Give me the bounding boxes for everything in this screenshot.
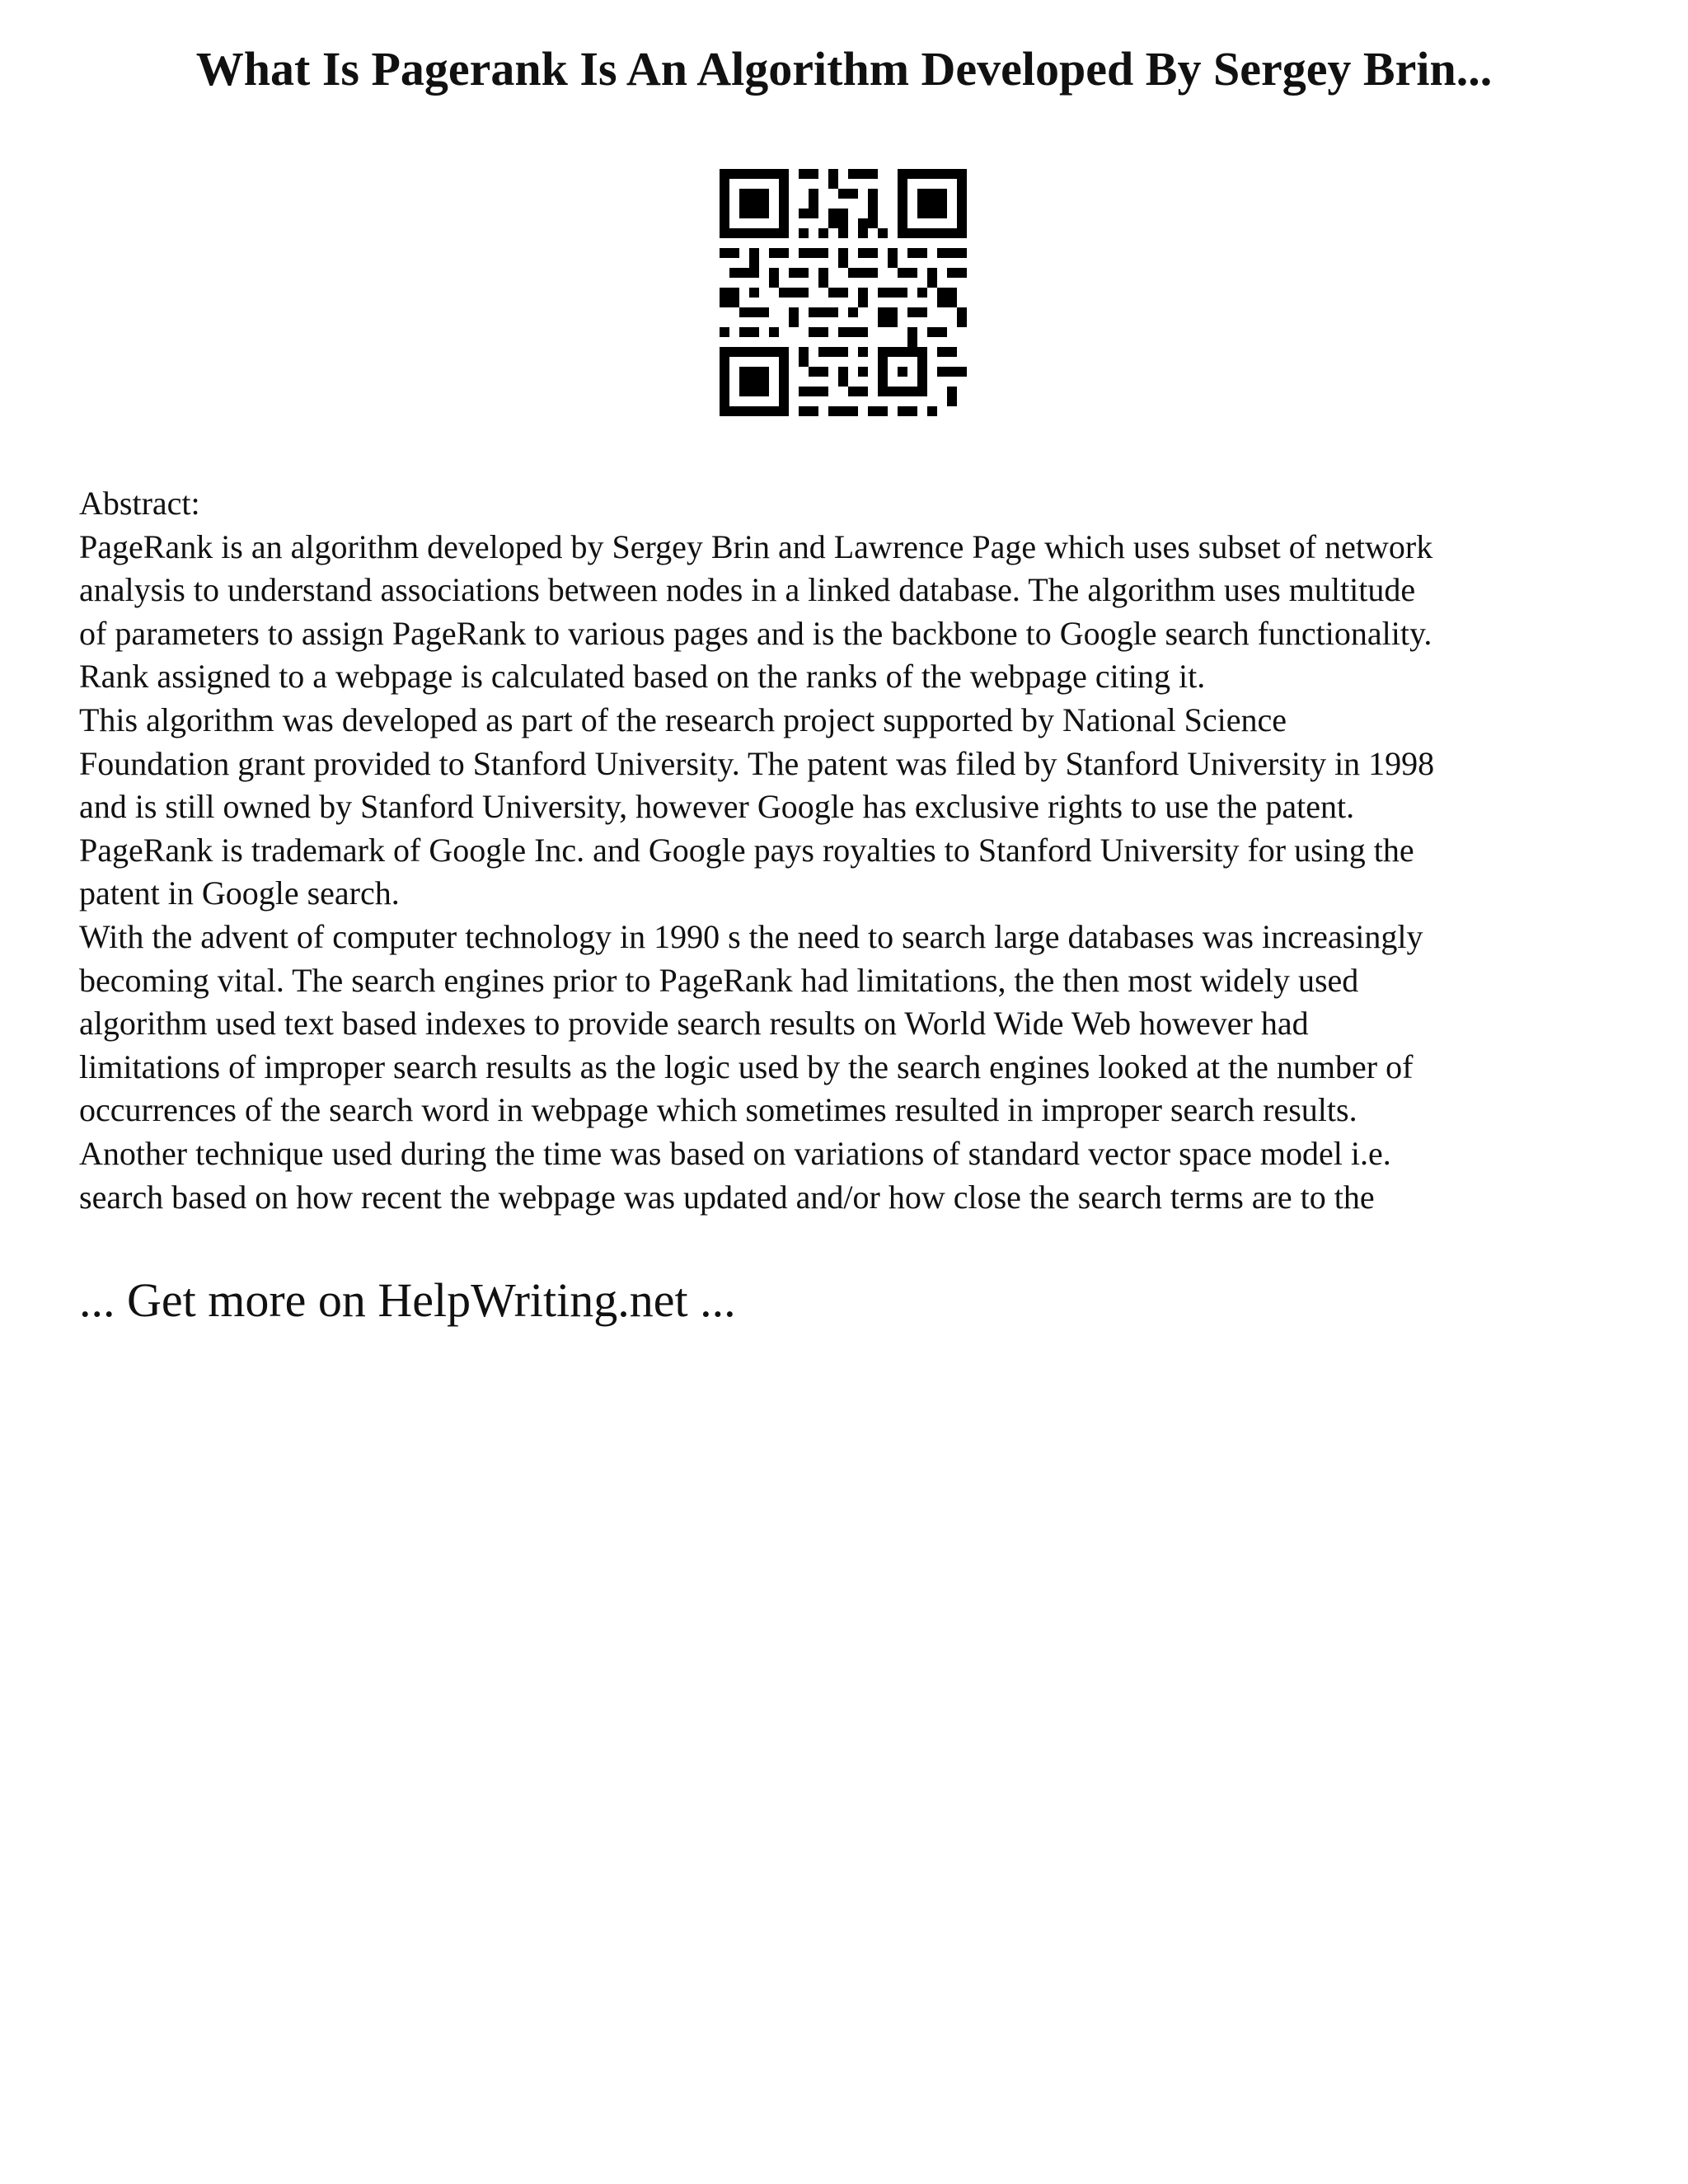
abstract-line: limitations of improper search results as the logic used by the search engines looked at the number of (79, 1047, 1414, 1085)
abstract-heading: Abstract: (79, 485, 200, 522)
abstract-line: of parameters to assign PageRank to various pages and is the backbone to Google search functionality. (79, 614, 1432, 652)
abstract-line: patent in Google search. (79, 874, 400, 912)
abstract-line: Another technique used during the time was based on variations of standard vector space model i.e. (79, 1134, 1391, 1172)
abstract-section (79, 482, 1645, 1219)
abstract-line: Foundation grant provided to Stanford University. The patent was filed by Stanford University in 1998 (79, 744, 1435, 782)
abstract-line: analysis to understand associations between nodes in a linked database. The algorithm uses multitude (79, 571, 1416, 609)
abstract-line: This algorithm was developed as part of the research project supported by National Science (79, 701, 1287, 738)
abstract-line: search based on how recent the webpage was updated and/or how close the search terms are to the (79, 1178, 1375, 1216)
abstract-line: and is still owned by Stanford University, however Google has exclusive rights to use the patent. (79, 788, 1355, 826)
qr-code-graphic (720, 169, 967, 416)
abstract-line: Rank assigned to a webpage is calculated based on the ranks of the webpage citing it. (79, 658, 1206, 696)
abstract-line: becoming vital. The search engines prior to PageRank had limitations, the then most widely used (79, 961, 1359, 999)
abstract-line: With the advent of computer technology in 1990 s the need to search large databases was increasingly (79, 917, 1423, 955)
get-more-link[interactable]: ... Get more on HelpWriting.net ... (79, 1273, 736, 1327)
abstract-line: algorithm used text based indexes to provide search results on World Wide Web however had (79, 1005, 1309, 1043)
abstract-line: PageRank is an algorithm developed by Sergey Brin and Lawrence Page which uses subset of network (79, 527, 1433, 565)
page-title: What Is Pagerank Is An Algorithm Developed By Sergey Brin... (195, 42, 1493, 96)
abstract-line: PageRank is trademark of Google Inc. and Google pays royalties to Stanford University for using the (79, 831, 1414, 869)
qr-code-icon (720, 169, 967, 416)
abstract-line: occurrences of the search word in webpage which sometimes resulted in improper search results. (79, 1091, 1357, 1129)
